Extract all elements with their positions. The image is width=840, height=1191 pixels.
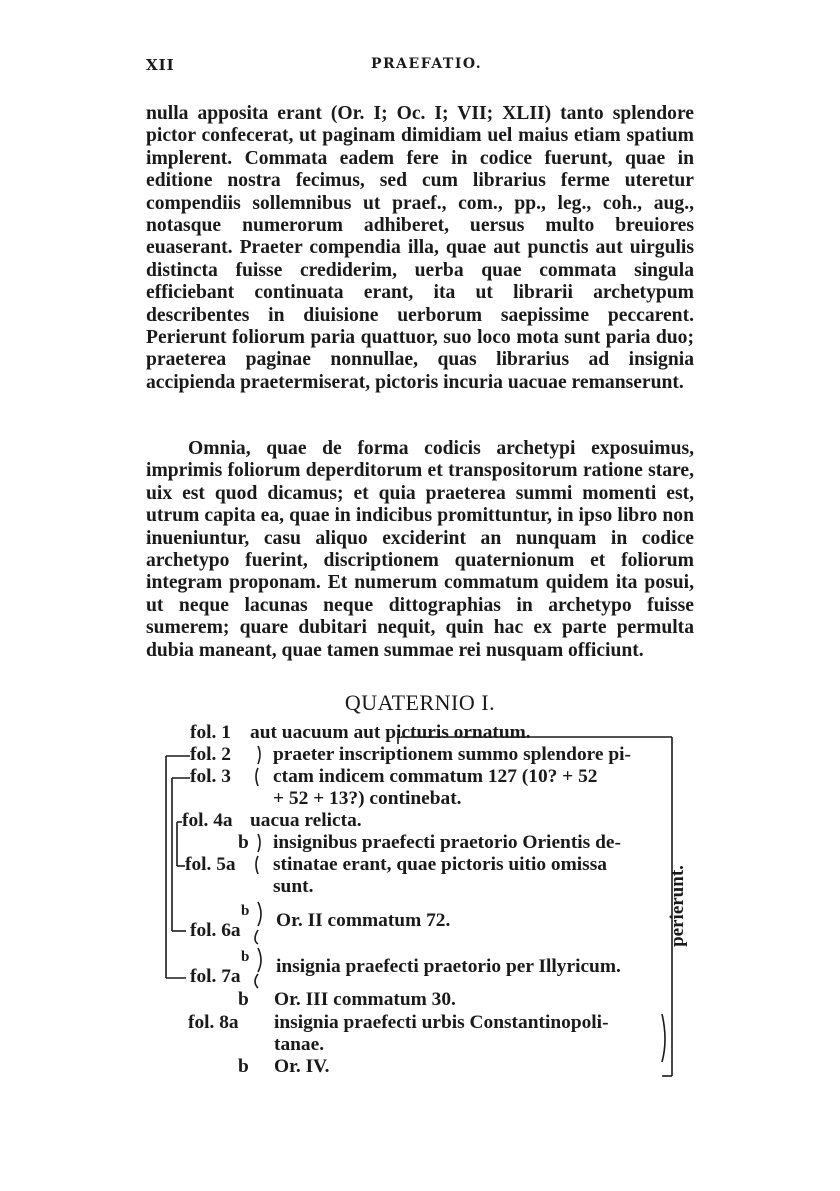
fol-1-text: aut uacuum aut picturis ornatum.	[250, 722, 531, 743]
fol-2-text: praeter inscriptionem summo splendore pi-	[273, 744, 631, 765]
brace-fol-8	[662, 1014, 665, 1062]
fol-4a-text: uacua relicta.	[250, 810, 362, 831]
brace-fol-5a	[256, 856, 258, 874]
running-title: PRAEFATIO.	[371, 56, 483, 72]
brace-fol-2	[258, 746, 260, 764]
fol-7b-label: b	[238, 989, 249, 1010]
brace-fol-7	[258, 948, 261, 972]
paragraph-2: Omnia, quae de forma codicis archetypi exposuimus, imprimis foliorum deperditorum et transpositorum ratione stare, uix est quod dicamus; et quia praeterea summi momenti est, utrum capita ea, quae in indicibus promittuntur, in ipso libro non inueniuntur, casu aliquo exciderint an nunquam in codice archetypo fuerint, discriptionem quaternionum et foliorum integram proponam. Et numerum commatum quidem ita posui, ut neque lacunas neque dittographias in archetypo fuisse sumerem; quare dubitari nequit, quin hac ex parte permulta dubia maneant, quae tamen summae rei nusquam officiunt.	[146, 438, 694, 661]
fol-5a-text: stinatae erant, quae pictoris uitio omissa	[273, 854, 607, 875]
fol-3-text: ctam indicem commatum 127 (10? + 52	[273, 766, 598, 787]
fol-2-label: fol. 2	[190, 744, 231, 765]
page-number: XII	[146, 56, 175, 74]
fol-7a-label: fol. 7a	[190, 966, 241, 987]
fol-8a-text: insignia praefecti urbis Constantinopoli-	[274, 1012, 609, 1033]
quaternio-title: QUATERNIO I.	[344, 690, 496, 715]
fol-4b-text: insignibus praefecti praetorio Orientis de-	[273, 832, 621, 853]
side-note-perierunt: perierunt.	[666, 865, 688, 947]
fol-5a-continuation: sunt.	[273, 876, 314, 897]
brace-fol-6	[258, 902, 261, 926]
fol-7b-text: Or. III commatum 30.	[274, 989, 456, 1010]
fol-5b-label: b	[241, 903, 250, 919]
fol-8b-text: Or. IV.	[274, 1056, 330, 1077]
fol-3-label: fol. 3	[190, 766, 231, 787]
fol-8a-continuation: tanae.	[274, 1034, 325, 1055]
brace-fol-4b	[258, 834, 260, 852]
fol-6b-label: b	[241, 949, 250, 965]
fol-7a-text: insignia praefecti praetorio per Illyricum.	[276, 956, 621, 977]
brace-fol-6-lower	[255, 930, 258, 944]
fol-3-continuation: + 52 + 13?) continebat.	[273, 788, 462, 809]
fol-1-label: fol. 1	[190, 722, 231, 743]
fol-6a-text: Or. II commatum 72.	[276, 910, 451, 931]
fol-4a-label: fol. 4a	[182, 810, 233, 831]
brace-fol-3	[256, 768, 258, 786]
fol-5a-label: fol. 5a	[185, 854, 236, 875]
fol-8b-label: b	[238, 1056, 249, 1077]
brace-fol-7-lower	[255, 974, 258, 988]
fol-6a-label: fol. 6a	[190, 920, 241, 941]
fol-4b-label: b	[238, 832, 249, 853]
paragraph-1: nulla apposita erant (Or. I; Oc. I; VII; XLII) tanto splendore pictor confecerat, ut paginam dimidiam uel maius etiam spatium implerent. Commata eadem fere in codice fuerunt, quae in editione nostra fecimus, sed cum librarius ferme uteretur compendiis sollemnibus ut praef., com., pp., leg., coh., aug., notasque numerorum adhiberet, uersus multo breuiores euaserant. Praeter compendia illa, quae aut punctis aut uirgulis distincta fuisse crediderim, uerba quae commata singula efficiebant continuata erant, ita ut librarii archetypum describentes in diuisione uerborum saepissime peccarent. Perierunt foliorum paria quattuor, suo loco mota sunt paria duo; praeterea paginae nonnullae, quas librarius ad insignia accipienda praetermiserat, pictoris incuria uacuae remanserunt.	[146, 103, 694, 393]
fol-8a-label: fol. 8a	[188, 1012, 239, 1033]
